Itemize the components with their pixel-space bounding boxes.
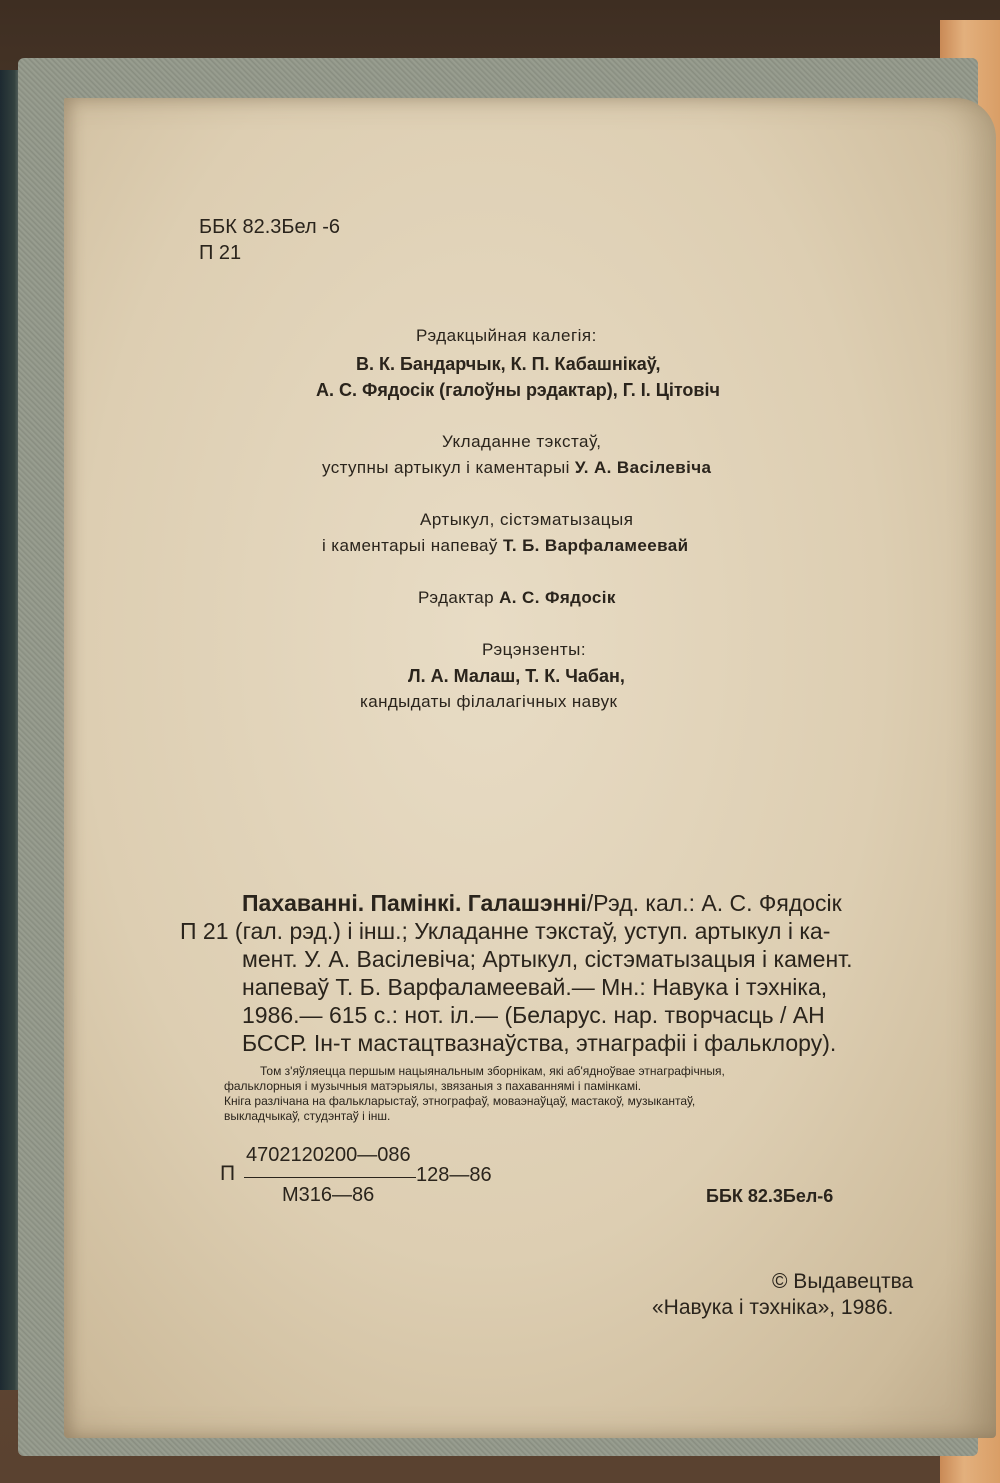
catalog-line2	[180, 918, 830, 945]
annotation-line2: фальклорныя і музычныя матэрыялы, звязаныя з пахаваннямі і памінкамі.	[224, 1079, 642, 1093]
article-prefix: і каментарыі напеваў	[322, 536, 498, 555]
index-denominator: М316—86	[282, 1184, 375, 1206]
editor-prefix: Рэдактар	[418, 588, 494, 607]
article-author: Т. Б. Варфаламеевай	[502, 536, 689, 555]
bbk-footer: ББК 82.3Бел-6	[706, 1186, 834, 1206]
catalog-book-title: Пахаванні. Памінкі. Галашэнні	[242, 890, 587, 916]
compilation-line2	[322, 458, 711, 478]
bbk-header-line1: ББК 82.3Бел -6	[199, 216, 340, 238]
index-numerator: 4702120200—086	[246, 1144, 411, 1166]
article-line2	[322, 536, 688, 556]
copyright-line1: © Выдавецтва	[772, 1270, 914, 1293]
editor-name: А. С. Фядосік	[499, 588, 616, 607]
compilation-author: У. А. Васілевіча	[574, 458, 712, 477]
catalog-line4: напеваў Т. Б. Варфаламеевай.— Мн.: Навука і тэхніка,	[242, 974, 828, 1000]
catalog-line5: 1986.— 615 с.: нот. іл.— (Беларус. нар. творчасць / АН	[242, 1002, 825, 1028]
catalog-editors: /Рэд. кал.: А. С. Фядосік	[586, 890, 842, 916]
board-members-line2: А. С. Фядосік (галоўны рэдактар), Г. І. Цітовіч	[316, 380, 720, 400]
reviewers-title: Рэцэнзенты:	[482, 640, 587, 659]
annotation-line3: Кніга разлічана на фалькларыстаў, этнографаў, моваэнаўцаў, мастакоў, музыкантаў,	[224, 1094, 696, 1108]
index-letter: П	[220, 1162, 236, 1185]
compilation-line1: Укладанне тэкстаў,	[442, 432, 602, 451]
book-page	[64, 98, 996, 1438]
catalog-line1	[242, 890, 842, 917]
annotation-line1: Том з'яўляецца першым нацыянальным зборнікам, які аб'ядноўвае этнаграфічныя,	[260, 1064, 725, 1078]
catalog-line6: БССР. Ін-т мастацтвазнаўства, этнаграфіі і фальклору).	[242, 1030, 837, 1056]
compilation-prefix: уступны артыкул і каментарыі	[322, 458, 570, 477]
copyright-line2: «Навука і тэхніка», 1986.	[652, 1296, 894, 1319]
editor-line	[418, 588, 616, 608]
board-title: Рэдакцыйная калегія:	[416, 326, 597, 345]
annotation-line4: выкладчыкаў, студэнтаў і інш.	[224, 1109, 391, 1123]
catalog-line3: мент. У. А. Васілевіча; Артыкул, сістэматызацыя і камент.	[242, 946, 853, 972]
catalog-line2-text: (гал. рэд.) і інш.; Укладанне тэкстаў, уступ. артыкул і ка-	[234, 918, 831, 944]
index-fraction-rule	[244, 1177, 416, 1178]
article-line1: Артыкул, сістэматызацыя	[420, 510, 634, 529]
board-members-line1: В. К. Бандарчык, К. П. Кабашнікаў,	[356, 354, 661, 374]
catalog-code: П 21	[180, 918, 229, 944]
index-suffix: 128—86	[416, 1164, 492, 1186]
bbk-header-line2: П 21	[199, 242, 242, 264]
reviewers-names: Л. А. Малаш, Т. К. Чабан,	[408, 666, 625, 686]
book-cover	[18, 58, 978, 1456]
reviewers-degree: кандыдаты філалагічных навук	[360, 692, 618, 711]
